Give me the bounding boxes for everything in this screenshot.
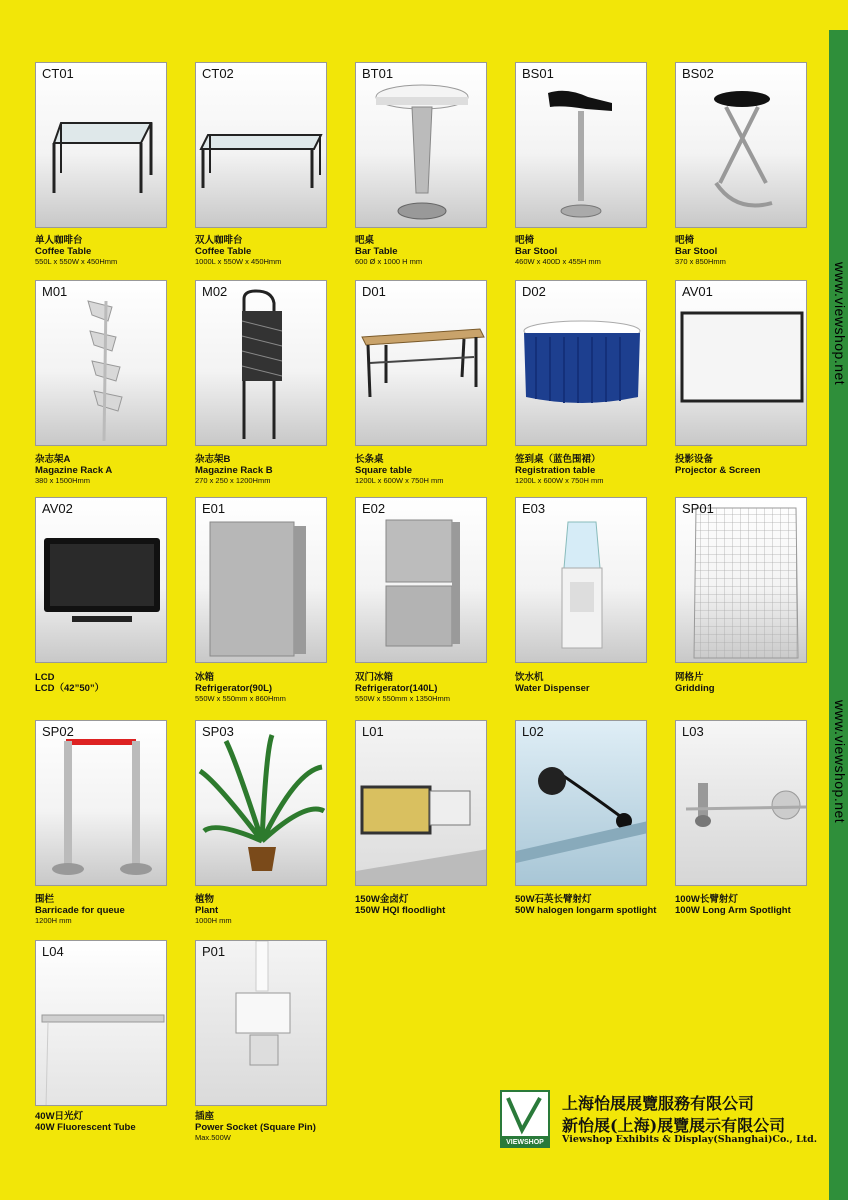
refrigerator-icon [356, 498, 487, 663]
website-text-bottom: www.viewshop.net [832, 700, 848, 824]
product-caption: 双门冰箱 Refrigerator(140L) 550W x 550mm x 1350Hmm [355, 672, 451, 703]
product-caption: 网格片 Gridding [675, 672, 715, 694]
product-card-sp01: SP01 [675, 497, 807, 663]
product-caption: 吧桌 Bar Table 600 Ø x 1000 H mm [355, 235, 423, 266]
product-card-sp03: SP03 [195, 720, 327, 886]
magazine-rack-icon [196, 281, 327, 446]
product-card-d02: D02 [515, 280, 647, 446]
gridding-icon [676, 498, 807, 663]
product-caption: 插座 Power Socket (Square Pin) Max.500W [195, 1111, 316, 1142]
product-caption: 冰箱 Refrigerator(90L) 550W x 550mm x 860Hmm [195, 672, 286, 703]
product-caption: 签到桌（蓝色围裙） Registration table 1200L x 600W x 750H mm [515, 454, 604, 485]
product-caption: 40W日光灯 40W Fluorescent Tube [35, 1111, 136, 1133]
product-caption: 杂志架B Magazine Rack B 270 x 250 x 1200Hmm [195, 454, 273, 485]
company-name-en: Viewshop Exhibits & Display(Shanghai)Co., Ltd. [562, 1134, 818, 1145]
product-card-e01: E01 [195, 497, 327, 663]
company-logo [500, 1090, 550, 1148]
bar-stool-icon [516, 63, 647, 228]
floodlight-icon [356, 721, 487, 886]
product-card-bs02: BS02 [675, 62, 807, 228]
product-card-l03: L03 [675, 720, 807, 886]
product-caption: 吧椅 Bar Stool 370 x 850Hmm [675, 235, 726, 266]
projector-screen-icon [676, 281, 807, 446]
barricade-icon [36, 721, 167, 886]
product-card-p01: P01 [195, 940, 327, 1106]
product-card-e02: E02 [355, 497, 487, 663]
bar-table-icon [356, 63, 487, 228]
side-stripe [829, 0, 848, 1200]
product-card-sp02: SP02 [35, 720, 167, 886]
product-caption: 长条桌 Square table 1200L x 600W x 750H mm [355, 454, 444, 485]
product-caption: 饮水机 Water Dispenser [515, 672, 590, 694]
product-card-m02: M02 [195, 280, 327, 446]
product-caption: 杂志架A Magazine Rack A 380 x 1500Hmm [35, 454, 113, 485]
product-caption: 吧椅 Bar Stool 460W x 400D x 455H mm [515, 235, 601, 266]
product-card-ct02: CT02 [195, 62, 327, 228]
spotlight-icon [516, 721, 647, 886]
coffee-table-icon [36, 63, 167, 228]
coffee-table-icon [196, 63, 327, 228]
product-card-l01: L01 [355, 720, 487, 886]
spotlight-icon [676, 721, 807, 886]
product-caption: 100W长臂射灯 100W Long Arm Spotlight [675, 894, 791, 916]
product-card-l02: L02 [515, 720, 647, 886]
product-card-bt01: BT01 [355, 62, 487, 228]
lcd-tv-icon [36, 498, 167, 663]
plant-icon [196, 721, 327, 886]
company-name-cn-1: 上海怡展展覽服務有限公司 [562, 1094, 755, 1113]
product-card-d01: D01 [355, 280, 487, 446]
product-card-m01: M01 [35, 280, 167, 446]
power-socket-icon [196, 941, 327, 1106]
product-caption: 150W金卤灯 150W HQI floodlight [355, 894, 446, 916]
product-card-av02: AV02 [35, 497, 167, 663]
refrigerator-icon [196, 498, 327, 663]
product-caption: 50W石英长臂射灯 50W halogen longarm spotlight [515, 894, 657, 916]
square-table-icon [356, 281, 487, 446]
company-name-cn-2: 新怡展(上海)展覽展示有限公司 [562, 1116, 786, 1135]
product-caption: 单人咖啡台 Coffee Table 550L x 550W x 450Hmm [35, 235, 118, 266]
registration-table-icon [516, 281, 647, 446]
bar-stool-icon [676, 63, 807, 228]
logo-text: VIEWSHOP [506, 1139, 544, 1146]
website-text-top: www.viewshop.net [832, 262, 848, 386]
magazine-rack-icon [36, 281, 167, 446]
product-card-e03: E03 [515, 497, 647, 663]
product-code: CT01 [42, 66, 74, 81]
product-caption: LCD LCD（42”50”） [35, 672, 105, 694]
water-dispenser-icon [516, 498, 647, 663]
fluorescent-tube-icon [36, 941, 167, 1106]
product-card-bs01: BS01 [515, 62, 647, 228]
product-caption: 植物 Plant 1000H mm [195, 894, 232, 925]
product-caption: 围栏 Barricade for queue 1200H mm [35, 894, 125, 925]
product-card-ct01 [35, 62, 167, 228]
product-caption: 双人咖啡台 Coffee Table 1000L x 550W x 450Hmm [195, 235, 282, 266]
product-card-av01: AV01 [675, 280, 807, 446]
product-card-l04: L04 [35, 940, 167, 1106]
product-caption: 投影设备 Projector & Screen [675, 454, 761, 476]
